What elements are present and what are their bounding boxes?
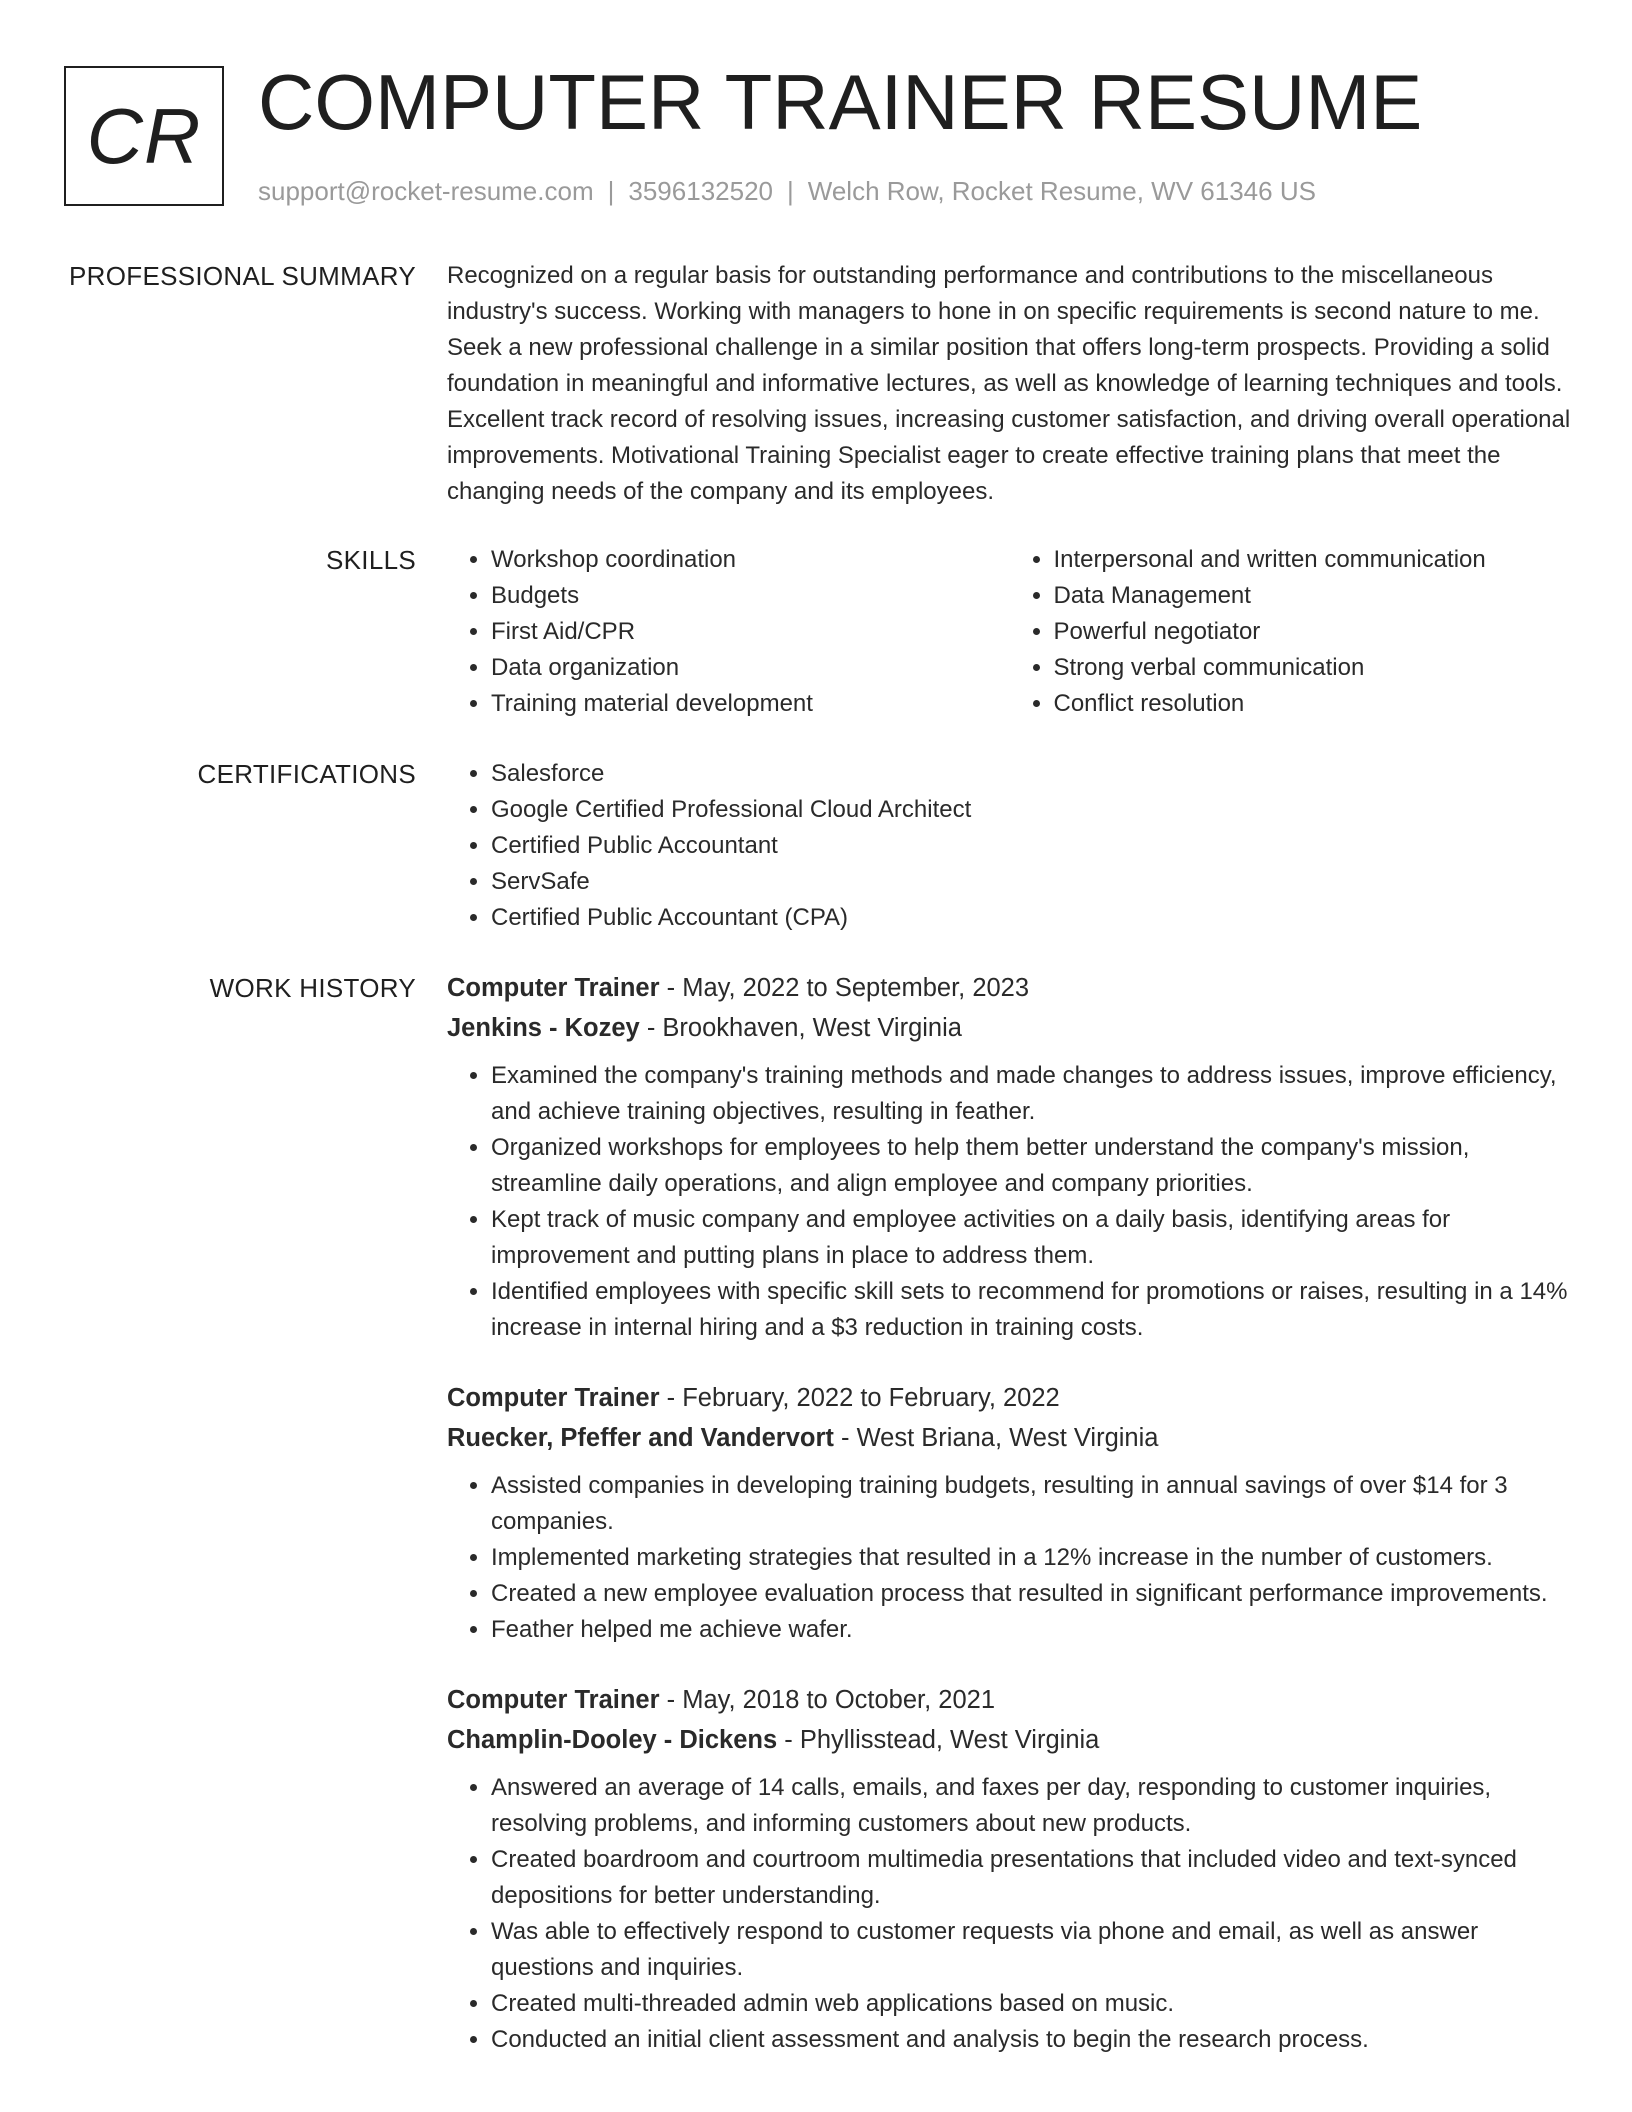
job-title: Computer Trainer — [447, 1686, 660, 1714]
skill-item: • Conflict resolution — [1054, 686, 1573, 722]
job-company-line — [447, 1008, 1572, 1048]
job-bullets — [447, 1770, 1572, 2058]
job-entry — [447, 968, 1572, 1346]
job-bullet: • Organized workshops for employees to help them better understand the company's mission, streamline daily operations, and align employee and company priorities. — [491, 1130, 1572, 1202]
job-dates: - May, 2022 to September, 2023 — [659, 974, 1030, 1002]
contact-separator: | — [787, 176, 794, 206]
contact-address: Welch Row, Rocket Resume, WV 61346 US — [807, 176, 1316, 206]
job-title-line — [447, 968, 1572, 1008]
contact-line — [258, 174, 1316, 208]
job-title-line — [447, 1680, 1572, 1720]
skill-item: • Workshop coordination — [491, 542, 1010, 578]
section-label: WORK HISTORY — [209, 973, 416, 1003]
certification-item: • Salesforce — [491, 756, 1572, 792]
certification-item: • Certified Public Accountant — [491, 828, 1572, 864]
monogram-logo: CR — [64, 66, 224, 206]
job-location: - West Briana, West Virginia — [833, 1424, 1159, 1452]
contact-email: support@rocket-resume.com — [258, 176, 594, 206]
skill-item: • Data Management — [1054, 578, 1573, 614]
skill-item: • Budgets — [491, 578, 1010, 614]
section-label: PROFESSIONAL SUMMARY — [69, 261, 416, 291]
job-title: Computer Trainer — [447, 974, 660, 1002]
work-history-body — [447, 968, 1572, 2090]
job-title: Computer Trainer — [447, 1384, 660, 1412]
job-company: Champlin-Dooley - Dickens — [447, 1726, 778, 1754]
job-dates: - May, 2018 to October, 2021 — [659, 1686, 996, 1714]
section-label: CERTIFICATIONS — [197, 759, 416, 789]
job-location: - Brookhaven, West Virginia — [639, 1014, 962, 1042]
summary-text: Recognized on a regular basis for outstanding performance and contributions to the miscellaneous industry's success. Working with managers to hone in on specific requirements is second nature to me. Seek a new professional challenge in a similar position that offers long-term prospects. Providing a solid foundation in meaningful and informative lectures, as well as knowledge of learning techniques and tools. Excellent track record of resolving issues, increasing customer satisfaction, and driving overall operational improvements. Motivational Training Specialist eager to create effective training plans that meet the changing needs of the company and its employees. — [447, 262, 1571, 505]
skills-grid — [447, 542, 1572, 722]
job-bullet: • Kept track of music company and employee activities on a daily basis, identifying areas for improvement and putting plans in place to address them. — [491, 1202, 1572, 1274]
certification-item: • ServSafe — [491, 864, 1572, 900]
section-label: SKILLS — [326, 545, 416, 575]
job-bullet: • Implemented marketing strategies that resulted in a 12% increase in the number of customers. — [491, 1540, 1572, 1576]
job-bullet: • Created multi-threaded admin web applications based on music. — [491, 1986, 1572, 2022]
job-bullet: • Created a new employee evaluation process that resulted in significant performance improvements. — [491, 1576, 1572, 1612]
job-bullet: • Assisted companies in developing training budgets, resulting in annual savings of over $14 for 3 companies. — [491, 1468, 1572, 1540]
job-title-line — [447, 1378, 1572, 1418]
job-bullet: • Examined the company's training methods and made changes to address issues, improve efficiency, and achieve training objectives, resulting in feather. — [491, 1058, 1572, 1130]
job-dates: - February, 2022 to February, 2022 — [659, 1384, 1060, 1412]
job-bullets — [447, 1058, 1572, 1346]
job-company-line — [447, 1720, 1572, 1760]
certifications-list — [447, 756, 1572, 936]
job-bullet: • Was able to effectively respond to customer requests via phone and email, as well as answer questions and inquiries. — [491, 1914, 1572, 1986]
contact-phone: 3596132520 — [628, 176, 773, 206]
skill-item: • Interpersonal and written communication — [1054, 542, 1573, 578]
job-entry — [447, 1680, 1572, 2058]
job-bullets — [447, 1468, 1572, 1648]
resume-title: COMPUTER TRAINER RESUME — [258, 58, 1423, 146]
job-company-line — [447, 1418, 1572, 1458]
skill-item: • First Aid/CPR — [491, 614, 1010, 650]
contact-separator: | — [607, 176, 615, 206]
skill-item: • Strong verbal communication — [1054, 650, 1573, 686]
job-bullet: • Identified employees with specific skill sets to recommend for promotions or raises, resulting in a 14% increase in internal hiring and a $3 reduction in training costs. — [491, 1274, 1572, 1346]
job-bullet: • Conducted an initial client assessment and analysis to begin the research process. — [491, 2022, 1572, 2058]
certification-item: • Google Certified Professional Cloud Architect — [491, 792, 1572, 828]
job-entry — [447, 1378, 1572, 1648]
job-company: Ruecker, Pfeffer and Vandervort — [447, 1424, 834, 1452]
job-bullet: • Answered an average of 14 calls, emails, and faxes per day, responding to customer inquiries, resolving problems, and informing customers about new products. — [491, 1770, 1572, 1842]
certification-item: • Certified Public Accountant (CPA) — [491, 900, 1572, 936]
job-company: Jenkins - Kozey — [447, 1014, 640, 1042]
job-bullet: • Created boardroom and courtroom multimedia presentations that included video and text-synced depositions for better understanding. — [491, 1842, 1572, 1914]
skill-item: • Powerful negotiator — [1054, 614, 1573, 650]
skill-item: • Training material development — [491, 686, 1010, 722]
skills-list-left — [447, 542, 1010, 722]
job-bullet: • Feather helped me achieve wafer. — [491, 1612, 1572, 1648]
skills-list-right — [1010, 542, 1573, 722]
job-location: - Phyllisstead, West Virginia — [777, 1726, 1100, 1754]
skill-item: • Data organization — [491, 650, 1010, 686]
certifications-body — [447, 756, 1572, 936]
